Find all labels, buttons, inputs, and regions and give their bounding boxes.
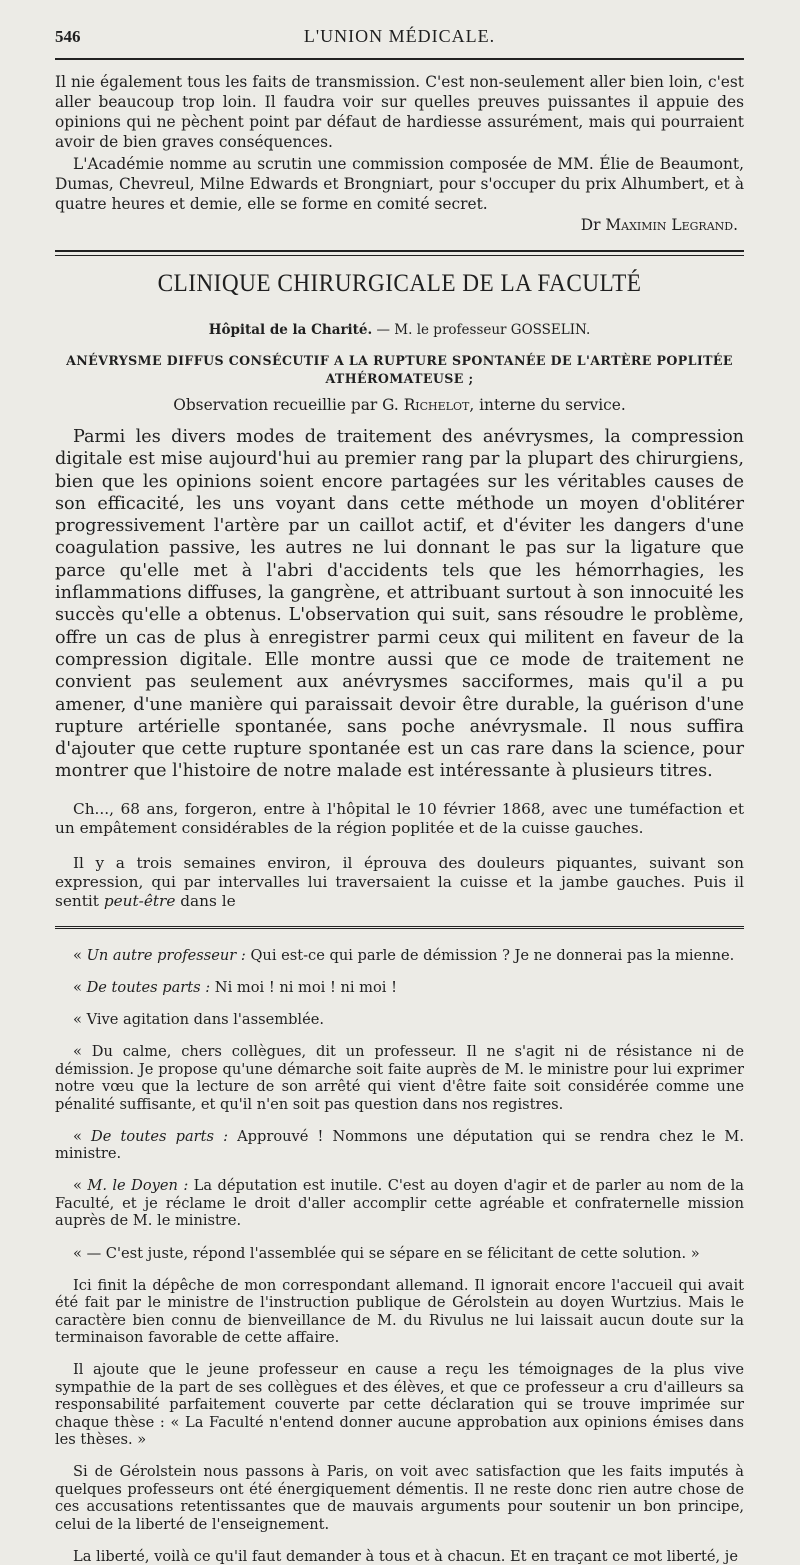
case-paragraph-1: Ch..., 68 ans, forgeron, entre à l'hôpital le 10 février 1868, avec une tuméfaction et un empâtement considérables de la région poplitée et de la cuisse gauches. [55,800,744,838]
case-p2-start: Il y a trois semaines environ, il éprouva des douleurs piquantes, suivant son expression, qui par intervalles lui traversaient la cuisse et la jambe gauches. Puis il sentit [55,853,744,910]
case-p2-italic: peut-être [103,891,176,910]
speech-6: La députation est inutile. C'est au doyen d'agir et de parler au nom de la Faculté, et je réclame le droit d'aller accomplir cette agréable et confraternelle mission auprès de M. le ministre. [55,1177,745,1230]
feuilleton-paragraph-11: La liberté, voilà ce qu'il faut demander à tous et à chacun. Et en traçant ce mot liberté, je [73,1547,738,1565]
speaker-5: De toutes parts : [91,1127,229,1145]
speech-1: Qui est-ce qui parle de démission ? Je ne donnerai pas la mienne. [245,946,735,964]
feuilleton-paragraph-8: Ici finit la dépêche de mon correspondant allemand. Il ignorait encore l'accueil qui avait été fait par le ministre de l'instruction publique de Gérolstein au doyen Wurtzius. Mais le caractère bien connu de bienveillance de M. du Rivulus ne lui laissait aucun doute sur la terminaison favorable de cette affaire. [55,1276,744,1347]
feuilleton-paragraph-3: « Vive agitation dans l'assemblée. [73,1011,324,1029]
feuilleton-paragraph-7: « — C'est juste, répond l'assemblée qui se sépare en se félicitant de cette solution. » [73,1244,700,1262]
hospital-label: Hôpital de la Charité. [208,322,373,338]
case-p2-end: dans le [175,891,236,910]
article-main-paragraph: Parmi les divers modes de traitement des anévrysmes, la compression digitale est mise aujourd'hui au premier rang par la plupart des chirurgiens, bien que les opinions soient encore partagées sur les véritables causes de son efficacité, les uns voyant dans cette méthode un moyen d'oblitérer progressivement l'artère par un caillot actif, et d'éviter les dangers d'une coagulation passive, les autres ne lui donnant le pas sur la ligature que parce qu'elle met à l'abri d'accidents tels que les hémorrhagies, les inflammations diffuses, la gangrène, et attribuant surtout à son innocuité les succès qu'elle a obtenus. L'observation qui suit, sans résoudre le problème, offre un cas de plus à enregistrer parmi ceux qui militent en faveur de la compression digitale. Elle montre aussi que ce mode de traitement ne convient pas seulement aux anévrysmes sacciformes, mais qu'il a pu amener, d'une manière qui paraissait devoir être durable, la guérison d'une rupture artérielle spontanée, sans poche anévrysmale. Il nous suffira d'ajouter que cette rupture spontanée est un cas rare dans la science, pour montrer que l'histoire de notre malade est intéressante à plusieurs titres. [55,427,744,782]
signature-name: Maximin Legrand. [605,216,738,234]
feuilleton-paragraph-6: « M. le Doyen : La députation est inutile. C'est au doyen d'agir et de parler au nom de la Faculté, et je réclame le droit d'aller accomplir cette agréable et confraternelle mission auprès de M. le ministre. [55,1177,745,1230]
speaker-2: De toutes parts : [86,979,211,997]
section-divider [55,250,744,256]
top-paragraph-1: Il nie également tous les faits de transmission. C'est non-seulement aller bien loin, c'est aller beaucoup trop loin. Il faudra voir sur quelles preuves puissantes il appuie des opinions qui ne pèchent point par défaut de hardiesse assurément, mais qui pourraient avoir de bien graves conséquences. [55,73,744,151]
feuilleton-paragraph-1: « Un autre professeur : Qui est-ce qui parle de démission ? Je ne donnerai pas la mienne. [73,946,735,964]
speech-2: Ni moi ! ni moi ! ni moi ! [210,979,397,997]
top-paragraph-2: L'Académie nomme au scrutin une commission composée de MM. Élie de Beaumont, Dumas, Chevreul, Milne Edwards et Brongniart, pour s'occuper du prix Alhumbert, et à quatre heures et demie, elle se forme en comité secret. [55,155,744,213]
signature-prefix: Dr [580,216,601,234]
feuilleton-paragraph-9: Il ajoute que le jeune professeur en cause a reçu les témoignages de la plus vive sympathie de la part de ses collègues et des élèves, et que ce professeur a cru d'ailleurs sa responsabilité parfaitement couverte par cette déclaration qui se trouve imprimée sur chaque thèse : « La Faculté n'entend donner aucune approbation aux opinions émises dans les thèses. » [55,1361,744,1449]
speech-5: Approuvé ! Nommons une députation qui se rendra chez le M. ministre. [55,1127,744,1163]
feuilleton-paragraph-4: « Du calme, chers collègues, dit un professeur. Il ne s'agit ni de résistance ni de démission. Je propose qu'une démarche soit faite auprès de M. le ministre pour lui exprimer notre vœu que la lecture de son arrêté qui vient d'être faite soit considérée comme une pénalité suffisante, et qu'il n'en soit pas question dans nos registres. [55,1043,744,1113]
feuilleton-divider [55,926,744,931]
hospital-line [55,322,744,338]
observation-prefix: Observation recueillie par G. [173,396,404,414]
speaker-6: M. le Doyen : [87,1177,189,1195]
page-number: 546 [55,27,81,46]
feuilleton-paragraph-5: « De toutes parts : Approuvé ! Nommons une députation qui se rendra chez le M. ministre. [55,1127,744,1163]
feuilleton-paragraph-2: « De toutes parts : Ni moi ! ni moi ! ni moi ! [73,979,397,997]
case-paragraph-2 [55,854,744,911]
speaker-1: Un autre professeur : [86,946,246,964]
observation-suffix: , interne du service. [469,396,626,414]
observation-author: Richelot [403,396,470,414]
article-subtitle: ANÉVRYSME DIFFUS CONSÉCUTIF A LA RUPTURE SPONTANÉE DE L'ARTÈRE POPLITÉE ATHÉROMATEUSE ; [66,353,733,386]
observation-line [55,396,744,414]
journal-title: L'UNION MÉDICALE. [303,26,496,46]
signature [55,216,738,234]
hospital-professor: — M. le professeur GOSSELIN. [372,322,591,338]
feuilleton-paragraph-10: Si de Gérolstein nous passons à Paris, on voit avec satisfaction que les faits imputés à quelques professeurs ont été énergiquement démentis. Il ne reste donc rien autre chose de ces accusations retentissantes que de mauvais arguments pour soutenir un bon principe, celui de la liberté de l'enseignement. [55,1463,744,1533]
article-title: CLINIQUE CHIRURGICALE DE LA FACULTÉ [157,270,642,297]
page-header [55,0,744,60]
